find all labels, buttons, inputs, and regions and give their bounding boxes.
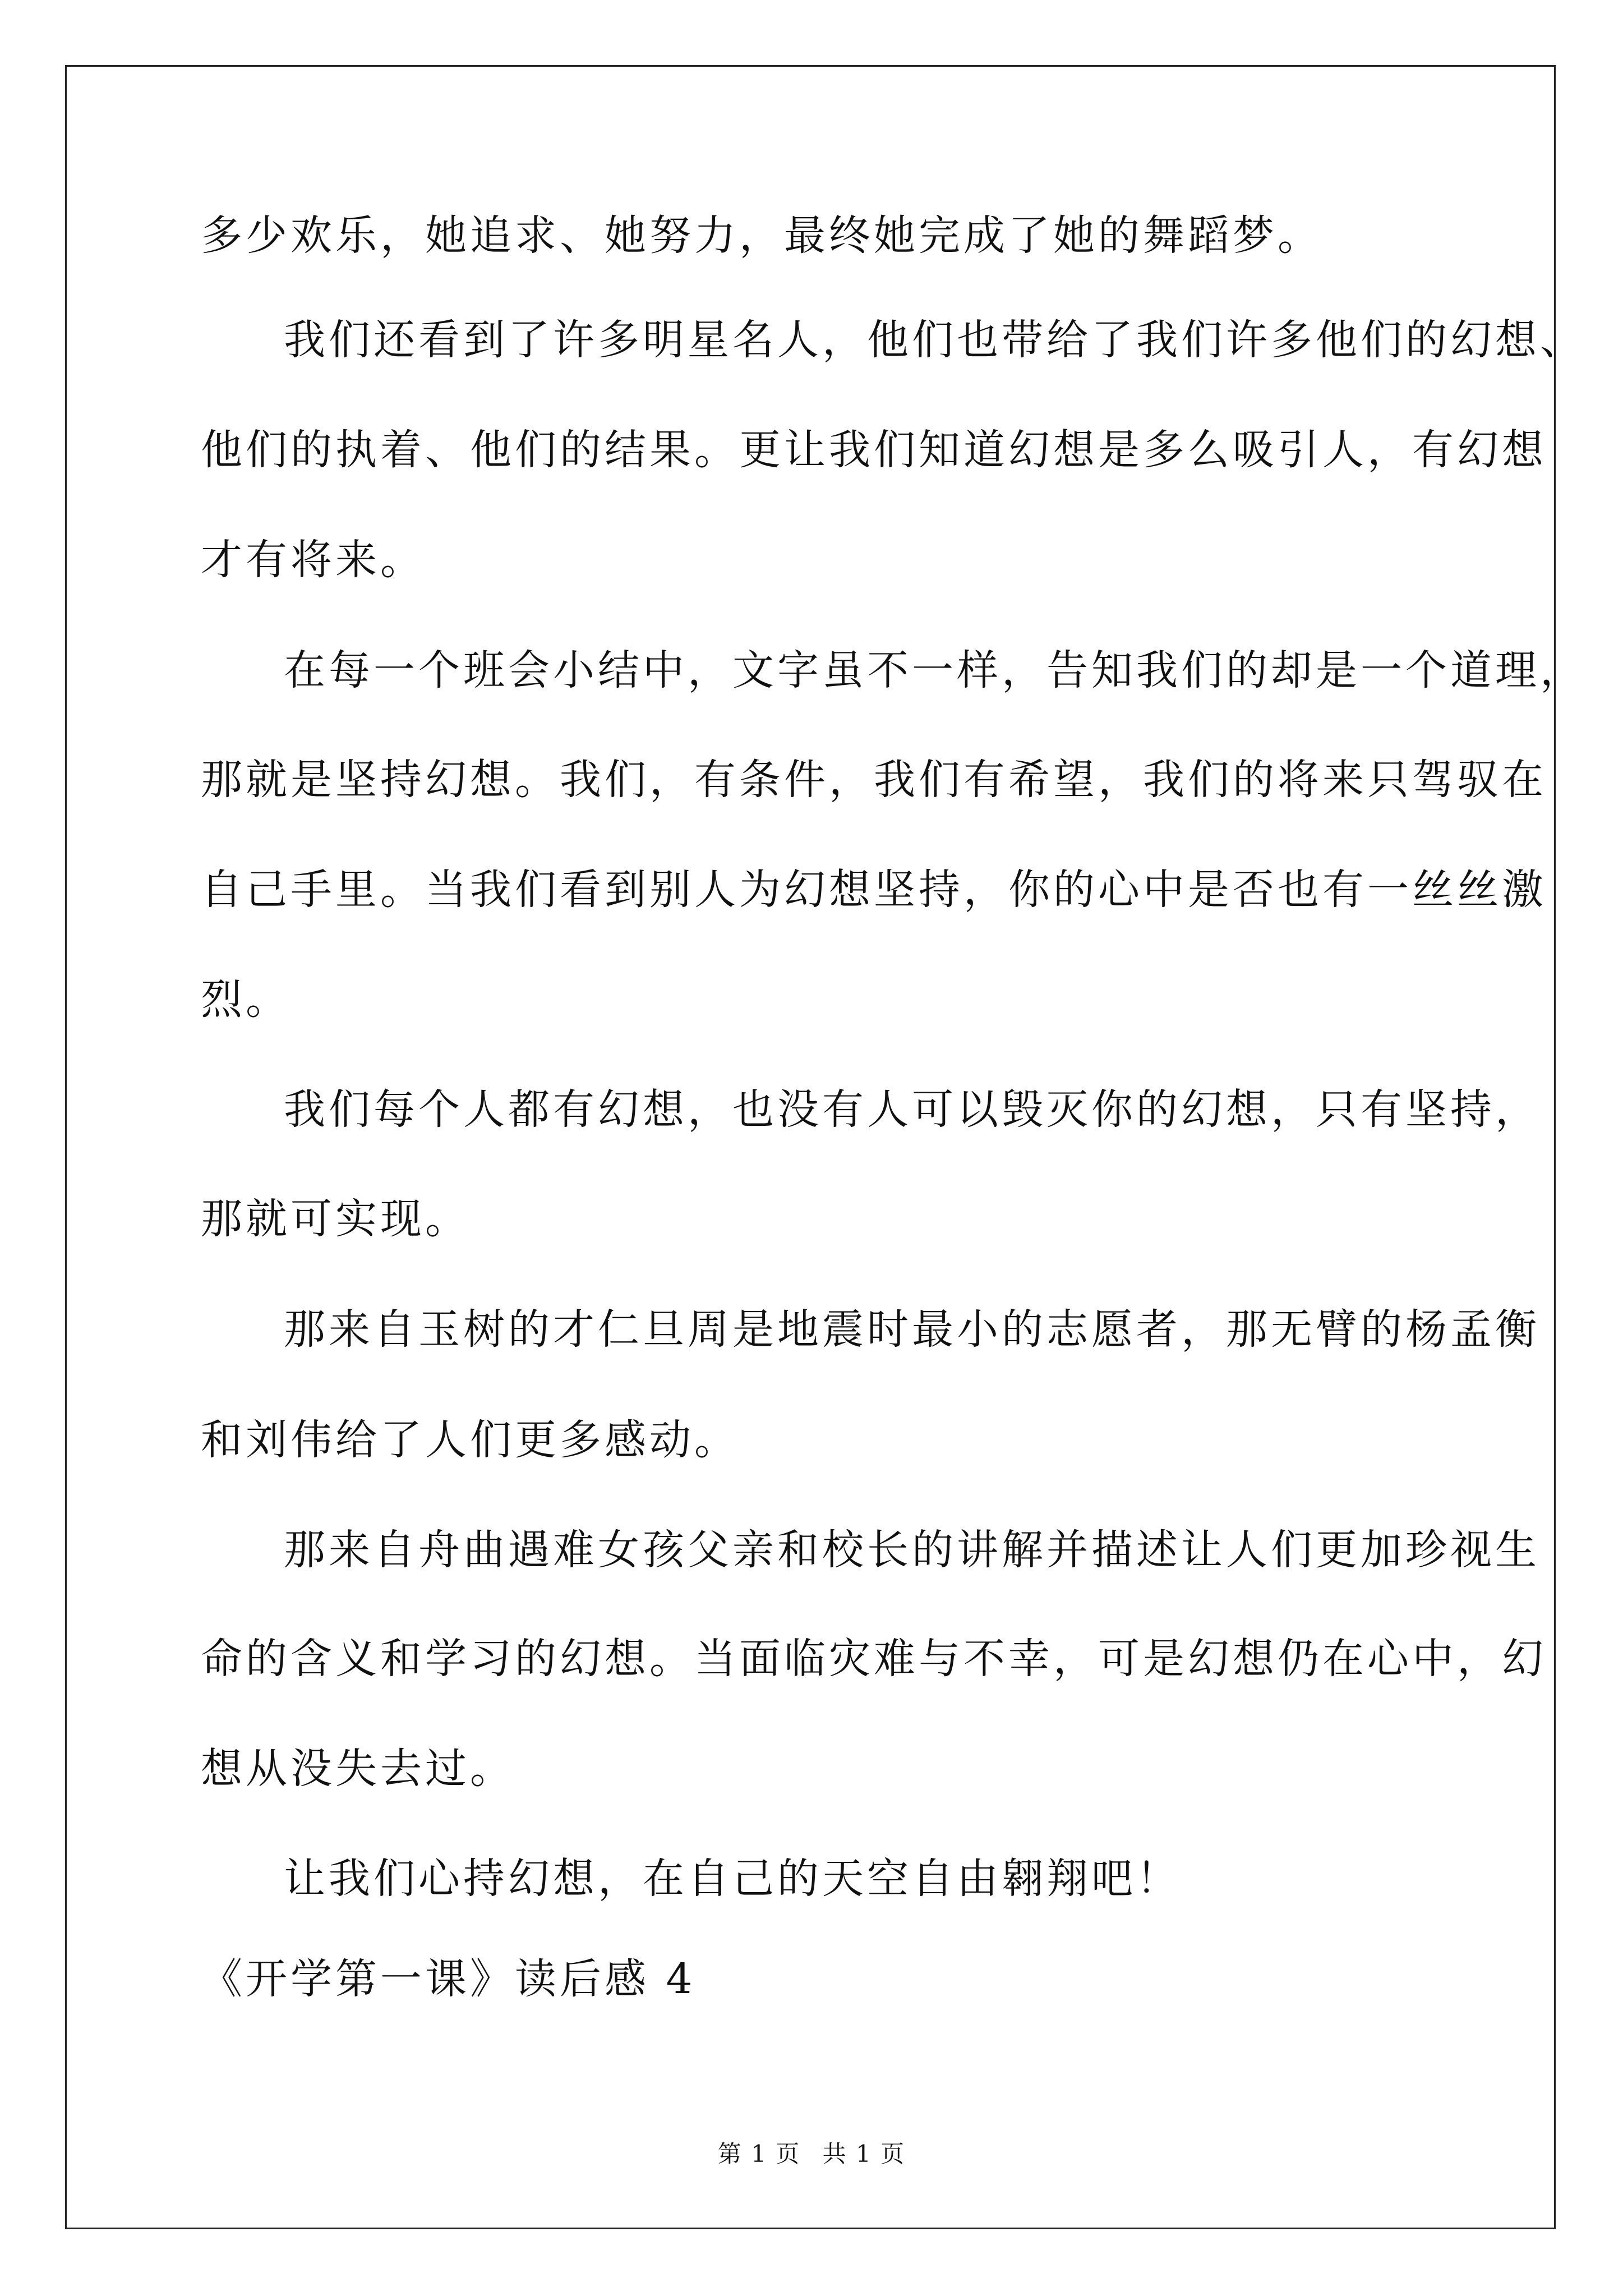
paragraph-line: 我们还看到了许多明星名人，他们也带给了我们许多他们的幻想、 [284,316,1585,364]
paragraph-line: 在每一个班会小结中，文字虽不一样，告知我们的却是一个道理， [284,646,1585,694]
paragraph-line: 才有将来。 [201,536,425,584]
paragraph-line: 他们的执着、他们的结果。更让我们知道幻想是多么吸引人，有幻想 [201,426,1547,474]
paragraph-line: 那就是坚持幻想。我们，有条件，我们有希望，我们的将来只驾驭在 [201,756,1547,804]
page-total: 共 1 页 [822,2140,906,2168]
page-footer [0,2140,1623,2168]
page-border [65,65,1556,2229]
paragraph-line: 想从没失去过。 [201,1745,515,1793]
paragraph-line: 那来自舟曲遇难女孩父亲和校长的讲解并描述让人们更加珍视生 [284,1526,1540,1574]
paragraph-line: 和刘伟给了人们更多感动。 [201,1416,739,1464]
paragraph-line: 那就可实现。 [201,1195,470,1243]
section-heading: 《开学第一课》读后感 4 [201,1955,696,2003]
paragraph-line: 自己手里。当我们看到别人为幻想坚持，你的心中是否也有一丝丝激 [201,866,1547,914]
paragraph-line: 多少欢乐，她追求、她努力，最终她完成了她的舞蹈梦。 [201,211,1322,260]
paragraph-line: 命的含义和学习的幻想。当面临灾难与不幸，可是幻想仍在心中，幻 [201,1635,1547,1683]
page-number: 第 1 页 [717,2140,801,2168]
paragraph-line: 烈。 [201,976,291,1024]
paragraph-line: 那来自玉树的才仁旦周是地震时最小的志愿者，那无臂的杨孟衡 [284,1305,1540,1354]
paragraph-line: 让我们心持幻想，在自己的天空自由翱翔吧！ [284,1855,1181,1903]
paragraph-line: 我们每个人都有幻想，也没有人可以毁灭你的幻想，只有坚持， [284,1085,1540,1134]
